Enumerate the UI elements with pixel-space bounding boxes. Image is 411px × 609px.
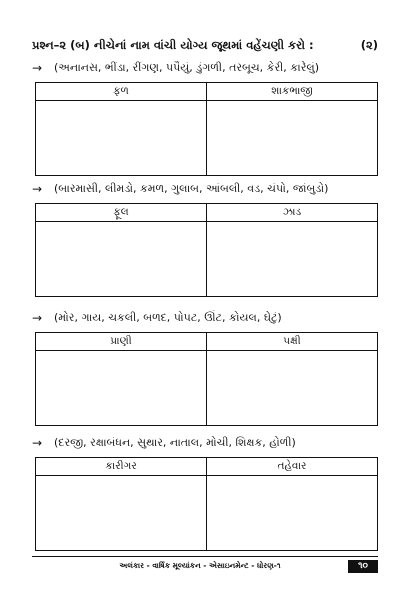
answer-cell[interactable] bbox=[36, 351, 207, 426]
word-list-text: (અનાનસ, ભીંડા, રીંગણ, પપૈયું, ડુંગળી, તરબૂચ, કેરી, કારેલું) bbox=[54, 61, 320, 74]
sorting-table bbox=[35, 203, 378, 297]
word-list-text: (દરજી, રક્ષાબંધન, સુથાર, નાતાલ, મોચી, શિક્ષક, હોળી) bbox=[54, 436, 296, 449]
group-craftsmen-festivals bbox=[32, 435, 378, 551]
footer-divider bbox=[32, 556, 378, 557]
answer-cell[interactable] bbox=[36, 476, 207, 551]
arrow-icon: → bbox=[32, 311, 43, 325]
word-list bbox=[32, 60, 378, 76]
group-fruits-vegetables bbox=[32, 60, 378, 176]
column-header: ફળ bbox=[36, 83, 207, 101]
word-list bbox=[32, 435, 378, 451]
column-header: કારીગર bbox=[36, 458, 207, 476]
question-instruction: નીચેનાં નામ વાંચી યોગ્ય જૂથમાં વહેંચણી કરો : bbox=[93, 38, 314, 52]
sorting-table bbox=[35, 457, 378, 551]
arrow-icon: → bbox=[32, 61, 43, 75]
arrow-icon: → bbox=[32, 182, 43, 196]
group-flowers-trees bbox=[32, 181, 378, 297]
question-number: પ્રશ્ન–૨ (બ) bbox=[32, 38, 90, 52]
column-header: પ્રાણી bbox=[36, 333, 207, 351]
arrow-icon: → bbox=[32, 436, 43, 450]
column-header: પક્ષી bbox=[207, 333, 378, 351]
answer-cell[interactable] bbox=[207, 476, 378, 551]
sorting-table bbox=[35, 82, 378, 176]
footer-text: અલંકાર - વાર્ષિક મૂલ્યાંકન - એસાઇનમેન્ટ - ધોરણ-૧ bbox=[119, 561, 281, 570]
word-list bbox=[32, 181, 378, 197]
column-header: ઝાડ bbox=[207, 204, 378, 222]
sorting-table bbox=[35, 332, 378, 426]
column-header: શાકભાજી bbox=[207, 83, 378, 101]
word-list-text: (મોર, ગાય, ચકલી, બળદ, પોપટ, ઊંટ, કોયલ, ઘેટું) bbox=[54, 311, 282, 324]
answer-cell[interactable] bbox=[207, 351, 378, 426]
group-animals-birds bbox=[32, 310, 378, 426]
column-header: ફૂલ bbox=[36, 204, 207, 222]
answer-cell[interactable] bbox=[207, 222, 378, 297]
answer-cell[interactable] bbox=[36, 101, 207, 176]
page-number: ૧૦ bbox=[348, 560, 378, 573]
answer-cell[interactable] bbox=[36, 222, 207, 297]
question-title bbox=[32, 38, 314, 53]
column-header: તહેવાર bbox=[207, 458, 378, 476]
question-marks: (૨) bbox=[360, 38, 378, 52]
page-footer bbox=[32, 559, 378, 573]
word-list bbox=[32, 310, 378, 326]
question-header bbox=[32, 38, 378, 53]
word-list-text: (બારમાસી, લીમડો, કમળ, ગુલાબ, આંબલી, વડ, ચંપો, જાંબુડો) bbox=[54, 182, 329, 195]
answer-cell[interactable] bbox=[207, 101, 378, 176]
